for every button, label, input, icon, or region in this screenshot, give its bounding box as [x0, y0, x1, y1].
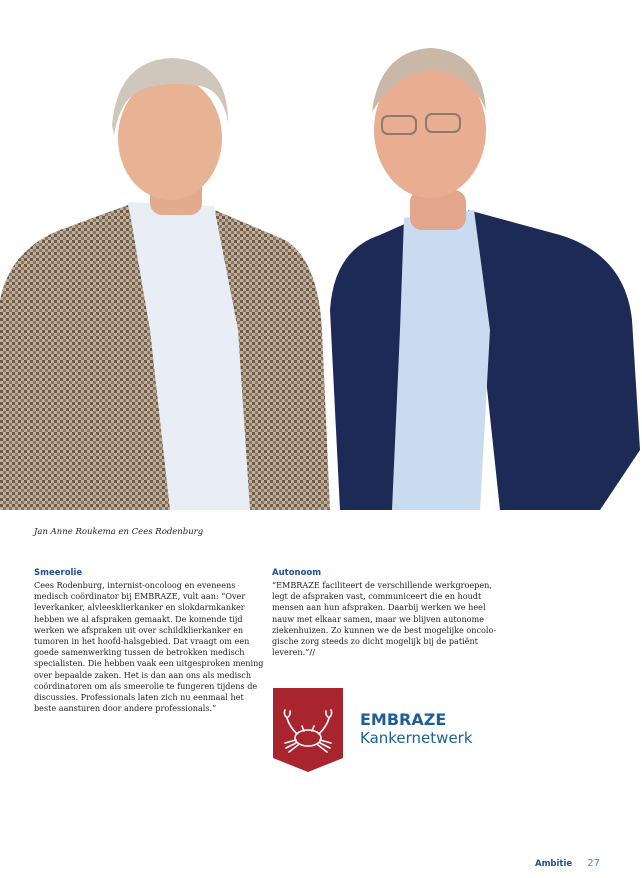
text-line: Cees Rodenburg, internist-oncoloog en eveneens	[34, 580, 236, 590]
paragraph	[272, 580, 508, 658]
photo-caption: Jan Anne Roukema en Cees Rodenburg	[34, 527, 204, 537]
text-line: nauw met elkaar samen, maar we blijven autonome	[272, 613, 485, 624]
text-line: leverkanker, alvleesklierkanker en slokdarmkanker	[34, 602, 245, 613]
section-heading: Autonoom	[272, 568, 322, 578]
end-mark: //	[309, 647, 316, 658]
text-line: over bepaalde zaken. Het is dan aan ons als medisch	[34, 669, 252, 680]
right-man-shirt	[392, 210, 490, 510]
text-line: discussies. Professionals laten zich nu eenmaal het	[34, 692, 244, 703]
text-line: legt de afspraken vast, communiceert die en houdt	[272, 591, 482, 602]
text-line: medisch coördinator bij EMBRAZE, vult aan: “Over	[34, 591, 246, 602]
text-line: leveren.”	[272, 647, 310, 658]
page-footer	[535, 851, 600, 870]
text-line: mensen aan hun afspraken. Daarbij werken we heel	[272, 602, 486, 613]
text-line: coördinatoren om als smeerolie te fungeren tijdens de	[34, 680, 258, 691]
text-line: werken we afspraken uit over schildklierkanker en	[34, 624, 244, 635]
section-heading: Smeerolie	[34, 568, 83, 578]
text-line: “EMBRAZE faciliteert de verschillende werkgroepen,	[272, 580, 492, 590]
logo-name: EMBRAZE	[360, 710, 447, 729]
text-line: tumoren in het hoofd-halsgebied. Dat vraagt om een	[34, 636, 250, 647]
crab-shield-logo-icon	[273, 688, 343, 772]
logo-subtitle: Kankernetwerk	[360, 729, 473, 747]
text-line: hebben we al afspraken gemaakt. De komende tijd	[34, 613, 243, 624]
article-column-left	[34, 567, 266, 714]
portrait-photo	[0, 30, 642, 510]
logo-text	[360, 711, 473, 747]
text-line: beste aansturen door andere professionals.”	[34, 703, 217, 714]
text-line: ziekenhuizen. Zo kunnen we de best mogelijke oncolo-	[272, 624, 497, 635]
text-line: gische zorg steeds zo dicht mogelijk bij de patiënt	[272, 636, 478, 647]
footer-section-name: Ambitie	[534, 859, 573, 869]
left-man-head	[118, 76, 222, 200]
paragraph	[34, 580, 266, 714]
article-column-right	[272, 567, 508, 658]
page-number: 27	[587, 858, 600, 869]
text-line: goede samenwerking tussen de betrokken medisch	[34, 647, 245, 658]
text-line: specialisten. Die hebben vaak een uitgesproken mening	[34, 658, 264, 669]
